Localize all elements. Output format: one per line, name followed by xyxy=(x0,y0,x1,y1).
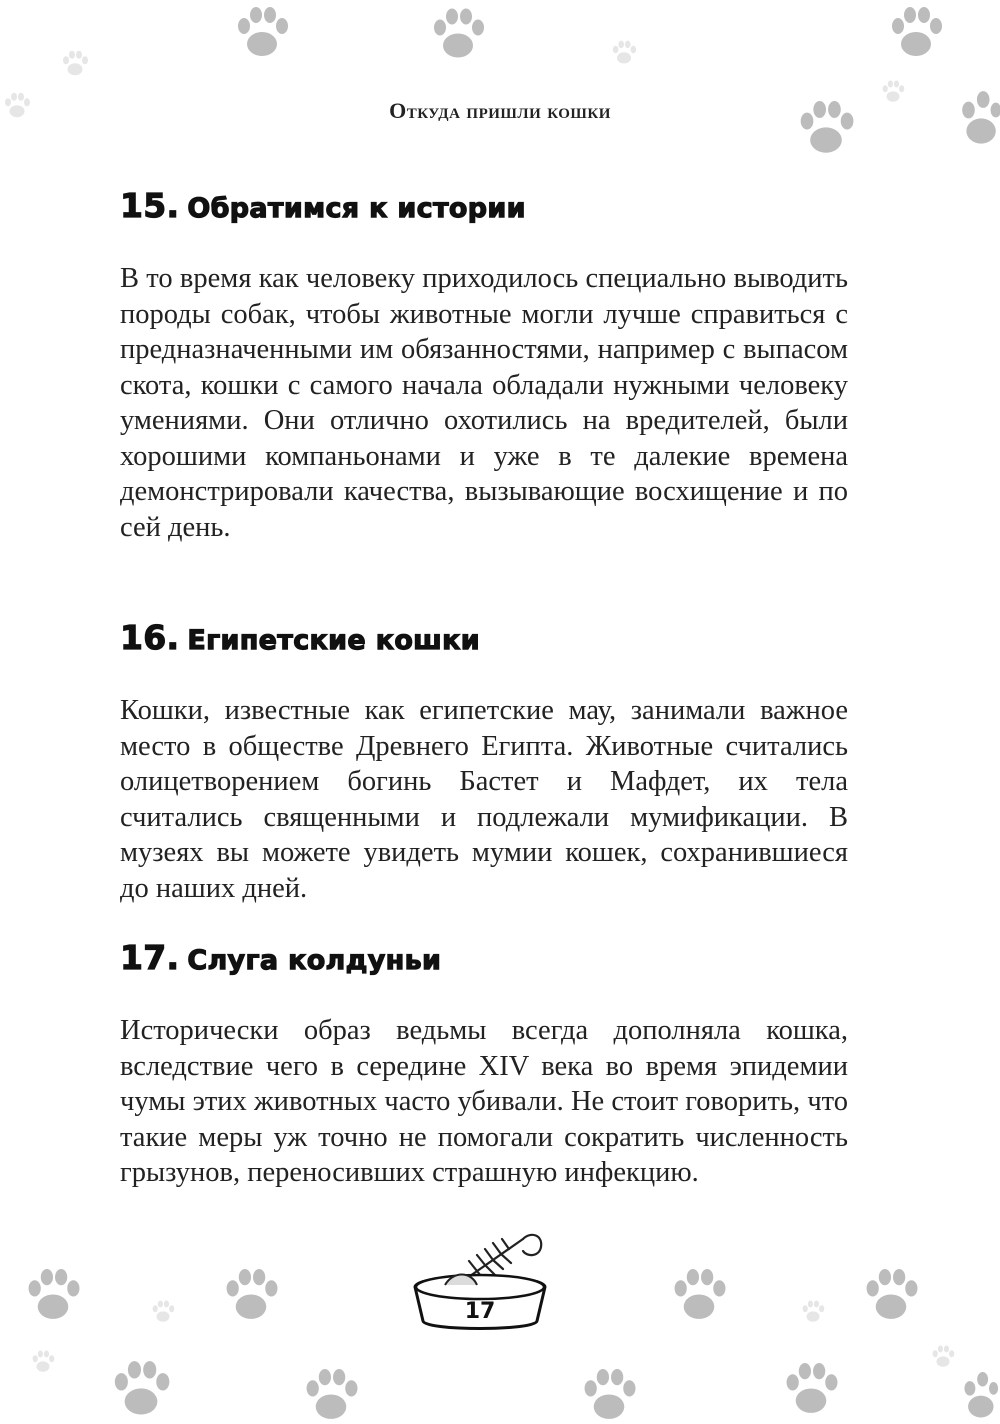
section-title: Обратимся к истории xyxy=(187,193,526,224)
paw-print-icon xyxy=(60,50,90,78)
paw-print-icon xyxy=(232,6,292,61)
paw-print-icon xyxy=(30,1350,56,1374)
paw-print-icon xyxy=(958,1372,1000,1422)
paw-print-icon xyxy=(930,1345,956,1369)
section-title: Слуга колдуньи xyxy=(187,945,442,976)
paw-print-icon xyxy=(220,1268,282,1324)
section-heading xyxy=(120,618,848,657)
section-17 xyxy=(120,938,848,1191)
paw-print-icon xyxy=(150,1300,176,1324)
section-16 xyxy=(120,618,848,906)
section-heading xyxy=(120,186,848,225)
paw-print-icon xyxy=(886,6,946,61)
paw-print-icon xyxy=(300,1368,362,1424)
section-number: 16. xyxy=(120,618,180,657)
paw-print-icon xyxy=(860,1268,922,1324)
paw-print-icon xyxy=(780,1362,842,1418)
section-body: Кошки, известные как египетские мау, занимали важное место в обществе Древнего Египта. Животные считались олицетворением богинь Бастет и Мафдет, их тела считались священными и подлежали мумификации. В музеях вы можете увидеть мумии кошек, сохранившиеся до наших дней. xyxy=(120,695,848,904)
paw-print-icon xyxy=(610,40,638,66)
section-number: 15. xyxy=(120,186,180,225)
paw-print-icon xyxy=(800,1300,826,1324)
page-number: 17 xyxy=(464,1299,496,1324)
page-footer xyxy=(405,1225,555,1340)
paw-print-icon xyxy=(428,6,488,64)
running-title: Откуда пришли кошки xyxy=(389,98,611,123)
section-body: В то время как человеку приходилось специально выводить породы собак, чтобы животные могли лучше справиться с предназначенными им обязанностями, например с выпасом скота, кошки с самого начала обладали нужными человеку умениями. Они отлично охотились на вредителей, были хорошими компаньонами и уже в те далекие времена демонстрировали качества, вызывающие восхищение и по сей день. xyxy=(120,263,848,543)
section-title: Египетские кошки xyxy=(187,625,480,656)
paw-print-icon xyxy=(578,1368,640,1424)
section-number: 17. xyxy=(120,938,180,977)
paw-print-icon xyxy=(22,1268,84,1324)
section-15 xyxy=(120,186,848,545)
section-heading xyxy=(120,938,848,977)
paw-print-icon xyxy=(108,1360,174,1420)
section-body: Исторически образ ведьмы всегда дополняла кошка, вследствие чего в середине XIV века во время эпидемии чумы этих животных часто убивали. Не стоит говорить, что такие меры уж точно не помогали сократить численность грызунов, переносивших страшную инфекцию. xyxy=(120,1015,848,1188)
paw-print-icon xyxy=(668,1268,730,1324)
